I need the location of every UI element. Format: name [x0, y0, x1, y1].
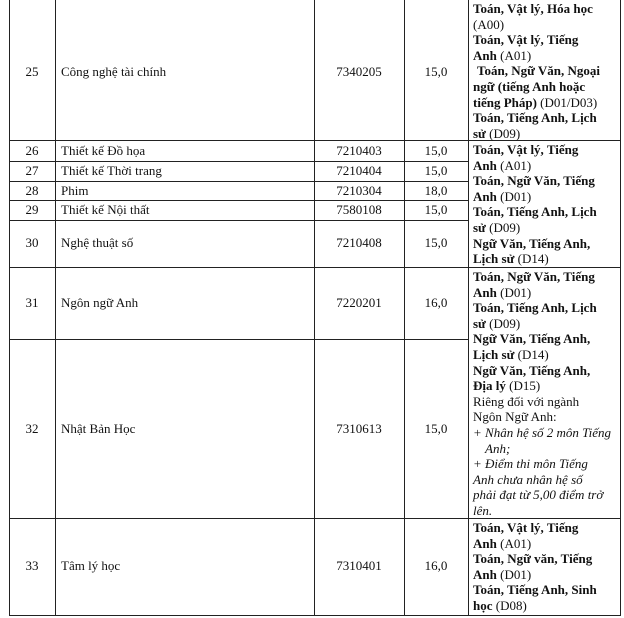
cutoff-score: 15,0	[424, 421, 448, 436]
row-number: 25	[25, 64, 39, 79]
row-divider	[9, 220, 469, 221]
row-divider	[9, 161, 469, 162]
row-divider	[468, 267, 621, 268]
row-number: 26	[25, 143, 39, 158]
row-number: 27	[25, 163, 39, 178]
major-name: Ngôn ngữ Anh	[61, 295, 139, 310]
major-name: Phim	[61, 183, 89, 198]
row-divider	[9, 339, 469, 340]
note-text: + Điểm thi môn Tiếng	[473, 456, 588, 472]
note-text: + Nhân hệ số 2 môn Tiếng	[473, 424, 612, 440]
row-divider	[9, 200, 469, 201]
major-name: Thiết kế Thời trang	[61, 163, 162, 178]
subject-combinations: Toán, Vật lý, Tiếng Anh (A01) Toán, Ngữ Văn, Tiếng Anh (D01) Toán, Tiếng Anh, Lịch sử (D09) Ngữ Văn, Tiếng Anh, Lịch sử (D14)	[473, 142, 597, 267]
major-code: 7210408	[336, 235, 382, 250]
major-code: 7310613	[336, 421, 382, 436]
major-code: 7220201	[336, 295, 382, 310]
cutoff-score: 16,0	[424, 558, 448, 573]
major-name: Công nghệ tài chính	[61, 64, 167, 79]
row-number: 32	[25, 421, 39, 436]
major-name: Thiết kế Nội thất	[61, 202, 150, 217]
row-divider	[9, 267, 469, 268]
cutoff-score: 15,0	[424, 202, 448, 217]
note-text: Anh chưa nhân hệ số	[473, 471, 583, 487]
note-text: Riêng đối với ngành	[473, 393, 580, 409]
table-bottom-border	[9, 615, 621, 616]
cutoff-score: 15,0	[424, 235, 448, 250]
subject-combinations: Toán, Ngữ Văn, Tiếng Anh (D01) Toán, Tiếng Anh, Lịch sử (D09) Ngữ Văn, Tiếng Anh, Lịch sử (D14) Ngữ Văn, Tiếng Anh, Địa lý (D15) Riêng đối với ngành Ngôn Ngữ Anh: + Nhân hệ số 2 môn Tiếng Anh; + Điểm thi môn Tiếng Anh chưa nhân hệ số phải đạt từ 5,00 điểm trở lên.	[473, 269, 623, 519]
cutoff-score: 15,0	[424, 64, 448, 79]
cutoff-score: 18,0	[424, 183, 448, 198]
row-number: 31	[25, 295, 39, 310]
major-name: Thiết kế Đồ họa	[61, 143, 146, 158]
subject-combinations: Toán, Vật lý, Tiếng Anh (A01) Toán, Ngữ văn, Tiếng Anh (D01) Toán, Tiếng Anh, Sinh học (D08)	[473, 520, 597, 613]
row-number: 28	[25, 183, 39, 198]
admission-table	[9, 0, 621, 616]
row-divider	[9, 140, 469, 141]
major-code: 7210403	[336, 143, 382, 158]
note-text: Anh;	[485, 440, 511, 456]
major-code: 7310401	[336, 558, 382, 573]
row-number: 30	[25, 235, 39, 250]
row-number: 33	[25, 558, 39, 573]
row-number: 29	[25, 202, 39, 217]
major-code: 7580108	[336, 202, 382, 217]
note-text: Ngôn Ngữ Anh:	[473, 409, 557, 425]
major-code: 7340205	[336, 64, 382, 79]
column-divider	[468, 0, 469, 616]
row-divider	[9, 181, 469, 182]
major-code: 7210304	[336, 183, 382, 198]
major-name: Nhật Bản Học	[61, 421, 136, 436]
subject-combinations: Toán, Vật lý, Hóa học (A00) Toán, Vật lý, Tiếng Anh (A01) Toán, Ngữ Văn, Ngoại ngữ (tiếng Anh hoặc tiếng Pháp) (D01/D03) Toán, Tiếng Anh, Lịch sử (D09)	[473, 1, 601, 141]
major-code: 7210404	[336, 163, 382, 178]
cutoff-score: 16,0	[424, 295, 448, 310]
cutoff-score: 15,0	[424, 163, 448, 178]
major-name: Nghệ thuật số	[61, 235, 134, 250]
cutoff-score: 15,0	[424, 143, 448, 158]
major-name: Tâm lý học	[61, 558, 121, 573]
column-divider	[55, 0, 56, 616]
note-text: lên.	[473, 502, 493, 518]
note-text: phải đạt từ 5,00 điểm trở	[473, 487, 604, 503]
